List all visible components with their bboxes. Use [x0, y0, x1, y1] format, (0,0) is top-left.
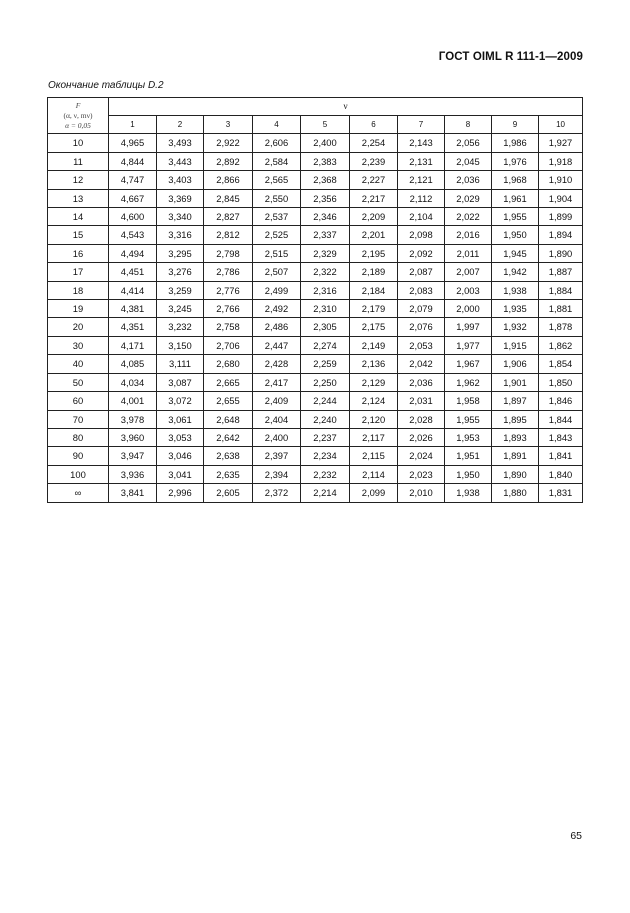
- column-header-7: 7: [398, 116, 445, 134]
- table-cell: 2,316: [301, 281, 350, 299]
- table-cell: 1,967: [445, 355, 492, 373]
- table-row: [48, 392, 583, 410]
- table-cell: 1,884: [539, 281, 583, 299]
- table-row: [48, 134, 583, 152]
- table-cell: 2,259: [301, 355, 350, 373]
- table-cell: 3,295: [157, 244, 204, 262]
- table-cell: 4,600: [109, 208, 157, 226]
- table-cell: 2,642: [204, 428, 253, 446]
- table-cell: 3,493: [157, 134, 204, 152]
- table-cell: 4,351: [109, 318, 157, 336]
- table-cell: 1,977: [445, 336, 492, 354]
- table-caption: Окончание таблицы D.2: [48, 80, 164, 91]
- table-cell: 1,935: [492, 300, 539, 318]
- column-header-6: 6: [350, 116, 398, 134]
- table-cell: 2,638: [204, 447, 253, 465]
- row-label: 30: [48, 336, 109, 354]
- table-cell: 3,259: [157, 281, 204, 299]
- table-cell: 2,121: [398, 171, 445, 189]
- table-cell: 2,417: [253, 373, 301, 391]
- table-cell: 2,003: [445, 281, 492, 299]
- table-cell: 1,880: [492, 484, 539, 502]
- table-cell: 4,001: [109, 392, 157, 410]
- table-cell: 3,232: [157, 318, 204, 336]
- table-cell: 2,239: [350, 152, 398, 170]
- column-header-8: 8: [445, 116, 492, 134]
- row-label: ∞: [48, 484, 109, 502]
- row-label: 40: [48, 355, 109, 373]
- table-cell: 2,114: [350, 465, 398, 483]
- page-number: 65: [570, 830, 582, 842]
- table-cell: 2,305: [301, 318, 350, 336]
- table-cell: 2,099: [350, 484, 398, 502]
- table-cell: 2,036: [445, 171, 492, 189]
- row-label: 12: [48, 171, 109, 189]
- table-cell: 2,175: [350, 318, 398, 336]
- table-cell: 2,394: [253, 465, 301, 483]
- table-cell: 1,953: [445, 428, 492, 446]
- table-row: [48, 336, 583, 354]
- table-cell: 1,961: [492, 189, 539, 207]
- row-label: 16: [48, 244, 109, 262]
- table-cell: 2,400: [301, 134, 350, 152]
- table-cell: 3,960: [109, 428, 157, 446]
- table-cell: 2,655: [204, 392, 253, 410]
- table-row: [48, 428, 583, 446]
- table-cell: 2,322: [301, 263, 350, 281]
- column-header-1: 1: [109, 116, 157, 134]
- table-cell: 1,862: [539, 336, 583, 354]
- document-id: ГОСТ OIML R 111-1—2009: [438, 51, 583, 63]
- table-cell: 1,976: [492, 152, 539, 170]
- table-cell: 2,129: [350, 373, 398, 391]
- f-distribution-table: [47, 97, 583, 503]
- table-cell: 1,927: [539, 134, 583, 152]
- f-header-cell: [48, 98, 109, 134]
- table-cell: 2,605: [204, 484, 253, 502]
- table-cell: 2,011: [445, 244, 492, 262]
- table-cell: 2,007: [445, 263, 492, 281]
- table-cell: 4,543: [109, 226, 157, 244]
- row-label: 50: [48, 373, 109, 391]
- table-cell: 2,827: [204, 208, 253, 226]
- table-cell: 3,443: [157, 152, 204, 170]
- table-cell: 1,932: [492, 318, 539, 336]
- table-cell: 3,369: [157, 189, 204, 207]
- table-cell: 1,831: [539, 484, 583, 502]
- table-cell: 3,053: [157, 428, 204, 446]
- row-label: 20: [48, 318, 109, 336]
- table-cell: 2,189: [350, 263, 398, 281]
- table-cell: 1,986: [492, 134, 539, 152]
- table-cell: 2,383: [301, 152, 350, 170]
- table-cell: 1,895: [492, 410, 539, 428]
- table-row: [48, 226, 583, 244]
- column-header-10: 10: [539, 116, 583, 134]
- table-cell: 2,184: [350, 281, 398, 299]
- row-label: 19: [48, 300, 109, 318]
- table-cell: 2,812: [204, 226, 253, 244]
- table-cell: 2,056: [445, 134, 492, 152]
- table-cell: 2,996: [157, 484, 204, 502]
- table-row: [48, 171, 583, 189]
- table-cell: 1,899: [539, 208, 583, 226]
- table-cell: 2,525: [253, 226, 301, 244]
- table-cell: 1,901: [492, 373, 539, 391]
- table-cell: 2,250: [301, 373, 350, 391]
- table-row: [48, 484, 583, 502]
- table-cell: 2,606: [253, 134, 301, 152]
- table-cell: 1,942: [492, 263, 539, 281]
- table-cell: 2,227: [350, 171, 398, 189]
- table-cell: 2,706: [204, 336, 253, 354]
- table-cell: 2,346: [301, 208, 350, 226]
- table-cell: 3,061: [157, 410, 204, 428]
- table-cell: 2,680: [204, 355, 253, 373]
- table-cell: 1,955: [492, 208, 539, 226]
- table-cell: 2,337: [301, 226, 350, 244]
- table-cell: 2,042: [398, 355, 445, 373]
- table-cell: 2,098: [398, 226, 445, 244]
- column-header-5: 5: [301, 116, 350, 134]
- table-cell: 2,240: [301, 410, 350, 428]
- table-cell: 2,507: [253, 263, 301, 281]
- table-row: [48, 447, 583, 465]
- table-row: [48, 300, 583, 318]
- table-cell: 2,648: [204, 410, 253, 428]
- table-row: [48, 373, 583, 391]
- table-cell: 2,209: [350, 208, 398, 226]
- table-cell: 3,041: [157, 465, 204, 483]
- table-cell: 3,150: [157, 336, 204, 354]
- table-row: [48, 410, 583, 428]
- row-label: 14: [48, 208, 109, 226]
- table-cell: 1,938: [445, 484, 492, 502]
- table-cell: 2,117: [350, 428, 398, 446]
- table-cell: 3,245: [157, 300, 204, 318]
- table-cell: 2,892: [204, 152, 253, 170]
- table-cell: 2,092: [398, 244, 445, 262]
- table-cell: 1,938: [492, 281, 539, 299]
- table-cell: 1,962: [445, 373, 492, 391]
- table-cell: 2,045: [445, 152, 492, 170]
- table-cell: 1,897: [492, 392, 539, 410]
- table-cell: 1,844: [539, 410, 583, 428]
- table-cell: 2,635: [204, 465, 253, 483]
- table-cell: 2,217: [350, 189, 398, 207]
- table-cell: 1,958: [445, 392, 492, 410]
- f-header-alpha: α = 0,05: [65, 120, 91, 130]
- table-cell: 2,776: [204, 281, 253, 299]
- row-label: 15: [48, 226, 109, 244]
- table-cell: 1,910: [539, 171, 583, 189]
- table-cell: 2,104: [398, 208, 445, 226]
- column-number-row: [48, 116, 583, 134]
- table-cell: 2,404: [253, 410, 301, 428]
- table-cell: 1,893: [492, 428, 539, 446]
- row-label: 13: [48, 189, 109, 207]
- table-cell: 2,565: [253, 171, 301, 189]
- table-cell: 2,845: [204, 189, 253, 207]
- table-cell: 2,368: [301, 171, 350, 189]
- table-cell: 2,131: [398, 152, 445, 170]
- table-cell: 2,397: [253, 447, 301, 465]
- column-header-3: 3: [204, 116, 253, 134]
- table-cell: 2,136: [350, 355, 398, 373]
- table-cell: 3,936: [109, 465, 157, 483]
- table-cell: 4,667: [109, 189, 157, 207]
- table-cell: 2,120: [350, 410, 398, 428]
- table-cell: 2,232: [301, 465, 350, 483]
- table-cell: 2,053: [398, 336, 445, 354]
- table-row: [48, 152, 583, 170]
- table-cell: 1,904: [539, 189, 583, 207]
- table-cell: 1,841: [539, 447, 583, 465]
- nu-header: ν: [109, 98, 583, 116]
- table-cell: 2,922: [204, 134, 253, 152]
- table-cell: 2,124: [350, 392, 398, 410]
- table-cell: 2,234: [301, 447, 350, 465]
- table-cell: 3,046: [157, 447, 204, 465]
- table-cell: 2,115: [350, 447, 398, 465]
- table-cell: 3,276: [157, 263, 204, 281]
- table-cell: 2,766: [204, 300, 253, 318]
- table-cell: 3,072: [157, 392, 204, 410]
- table-cell: 2,550: [253, 189, 301, 207]
- row-label: 100: [48, 465, 109, 483]
- table-cell: 2,237: [301, 428, 350, 446]
- table-cell: 2,026: [398, 428, 445, 446]
- table-cell: 2,214: [301, 484, 350, 502]
- table-row: [48, 208, 583, 226]
- table-cell: 2,022: [445, 208, 492, 226]
- row-label: 18: [48, 281, 109, 299]
- table-cell: 2,087: [398, 263, 445, 281]
- table-cell: 2,016: [445, 226, 492, 244]
- table-cell: 1,890: [492, 465, 539, 483]
- table-cell: 3,340: [157, 208, 204, 226]
- table-cell: 2,244: [301, 392, 350, 410]
- table-cell: 2,515: [253, 244, 301, 262]
- table-cell: 4,965: [109, 134, 157, 152]
- row-label: 90: [48, 447, 109, 465]
- table-cell: 2,143: [398, 134, 445, 152]
- table-cell: 2,179: [350, 300, 398, 318]
- column-header-4: 4: [253, 116, 301, 134]
- table-cell: 4,414: [109, 281, 157, 299]
- table-row: [48, 244, 583, 262]
- table-cell: 3,111: [157, 355, 204, 373]
- table-cell: 2,079: [398, 300, 445, 318]
- column-header-9: 9: [492, 116, 539, 134]
- table-cell: 2,409: [253, 392, 301, 410]
- table-cell: 1,843: [539, 428, 583, 446]
- table-cell: 4,451: [109, 263, 157, 281]
- row-label: 70: [48, 410, 109, 428]
- row-label: 80: [48, 428, 109, 446]
- row-label: 60: [48, 392, 109, 410]
- table-cell: 2,492: [253, 300, 301, 318]
- table-cell: 2,537: [253, 208, 301, 226]
- table-cell: 2,372: [253, 484, 301, 502]
- table-cell: 1,894: [539, 226, 583, 244]
- table-cell: 4,171: [109, 336, 157, 354]
- table-cell: 1,945: [492, 244, 539, 262]
- table-cell: 1,968: [492, 171, 539, 189]
- table-cell: 2,029: [445, 189, 492, 207]
- table-cell: 1,887: [539, 263, 583, 281]
- table-cell: 3,947: [109, 447, 157, 465]
- table-cell: 2,584: [253, 152, 301, 170]
- f-header-symbol: F: [75, 100, 81, 110]
- table-cell: 2,310: [301, 300, 350, 318]
- table-cell: 2,758: [204, 318, 253, 336]
- table-cell: 1,846: [539, 392, 583, 410]
- table-cell: 4,844: [109, 152, 157, 170]
- table-cell: 3,316: [157, 226, 204, 244]
- table-cell: 3,841: [109, 484, 157, 502]
- table-cell: 2,665: [204, 373, 253, 391]
- table-cell: 2,031: [398, 392, 445, 410]
- row-label: 17: [48, 263, 109, 281]
- table-cell: 2,010: [398, 484, 445, 502]
- table-cell: 2,195: [350, 244, 398, 262]
- table-cell: 1,891: [492, 447, 539, 465]
- table-cell: 3,978: [109, 410, 157, 428]
- table-cell: 2,083: [398, 281, 445, 299]
- table-cell: 2,149: [350, 336, 398, 354]
- table-cell: 2,000: [445, 300, 492, 318]
- table-body: [48, 134, 583, 502]
- table-cell: 2,036: [398, 373, 445, 391]
- table-cell: 2,447: [253, 336, 301, 354]
- f-header-args: (α, ν, mν): [63, 110, 93, 120]
- table-cell: 2,400: [253, 428, 301, 446]
- table-cell: 1,950: [445, 465, 492, 483]
- table-row: [48, 355, 583, 373]
- table-cell: 1,915: [492, 336, 539, 354]
- table-row: [48, 465, 583, 483]
- table-cell: 3,403: [157, 171, 204, 189]
- row-label: 10: [48, 134, 109, 152]
- table-row: [48, 281, 583, 299]
- table-cell: 1,854: [539, 355, 583, 373]
- table-row: [48, 263, 583, 281]
- table-cell: 2,786: [204, 263, 253, 281]
- table-cell: 4,494: [109, 244, 157, 262]
- table-cell: 2,356: [301, 189, 350, 207]
- table-cell: 2,023: [398, 465, 445, 483]
- table-cell: 2,201: [350, 226, 398, 244]
- table-cell: 4,034: [109, 373, 157, 391]
- column-header-2: 2: [157, 116, 204, 134]
- table-row: [48, 318, 583, 336]
- table-cell: 1,840: [539, 465, 583, 483]
- table-cell: 2,866: [204, 171, 253, 189]
- table-cell: 1,850: [539, 373, 583, 391]
- table-cell: 2,329: [301, 244, 350, 262]
- table-cell: 2,024: [398, 447, 445, 465]
- table-cell: 4,747: [109, 171, 157, 189]
- table-cell: 2,798: [204, 244, 253, 262]
- table-cell: 2,076: [398, 318, 445, 336]
- table-cell: 4,085: [109, 355, 157, 373]
- table-cell: 2,428: [253, 355, 301, 373]
- table-cell: 1,890: [539, 244, 583, 262]
- table-cell: 2,112: [398, 189, 445, 207]
- row-label: 11: [48, 152, 109, 170]
- table-row: [48, 189, 583, 207]
- table-cell: 2,499: [253, 281, 301, 299]
- table-cell: 1,950: [492, 226, 539, 244]
- table-cell: 3,087: [157, 373, 204, 391]
- table-cell: 1,906: [492, 355, 539, 373]
- table-cell: 1,951: [445, 447, 492, 465]
- table-cell: 2,254: [350, 134, 398, 152]
- table-cell: 2,028: [398, 410, 445, 428]
- table-cell: 1,955: [445, 410, 492, 428]
- table-cell: 2,274: [301, 336, 350, 354]
- table-cell: 4,381: [109, 300, 157, 318]
- table-cell: 1,997: [445, 318, 492, 336]
- table-cell: 1,881: [539, 300, 583, 318]
- table-cell: 1,918: [539, 152, 583, 170]
- table-cell: 2,486: [253, 318, 301, 336]
- table-cell: 1,878: [539, 318, 583, 336]
